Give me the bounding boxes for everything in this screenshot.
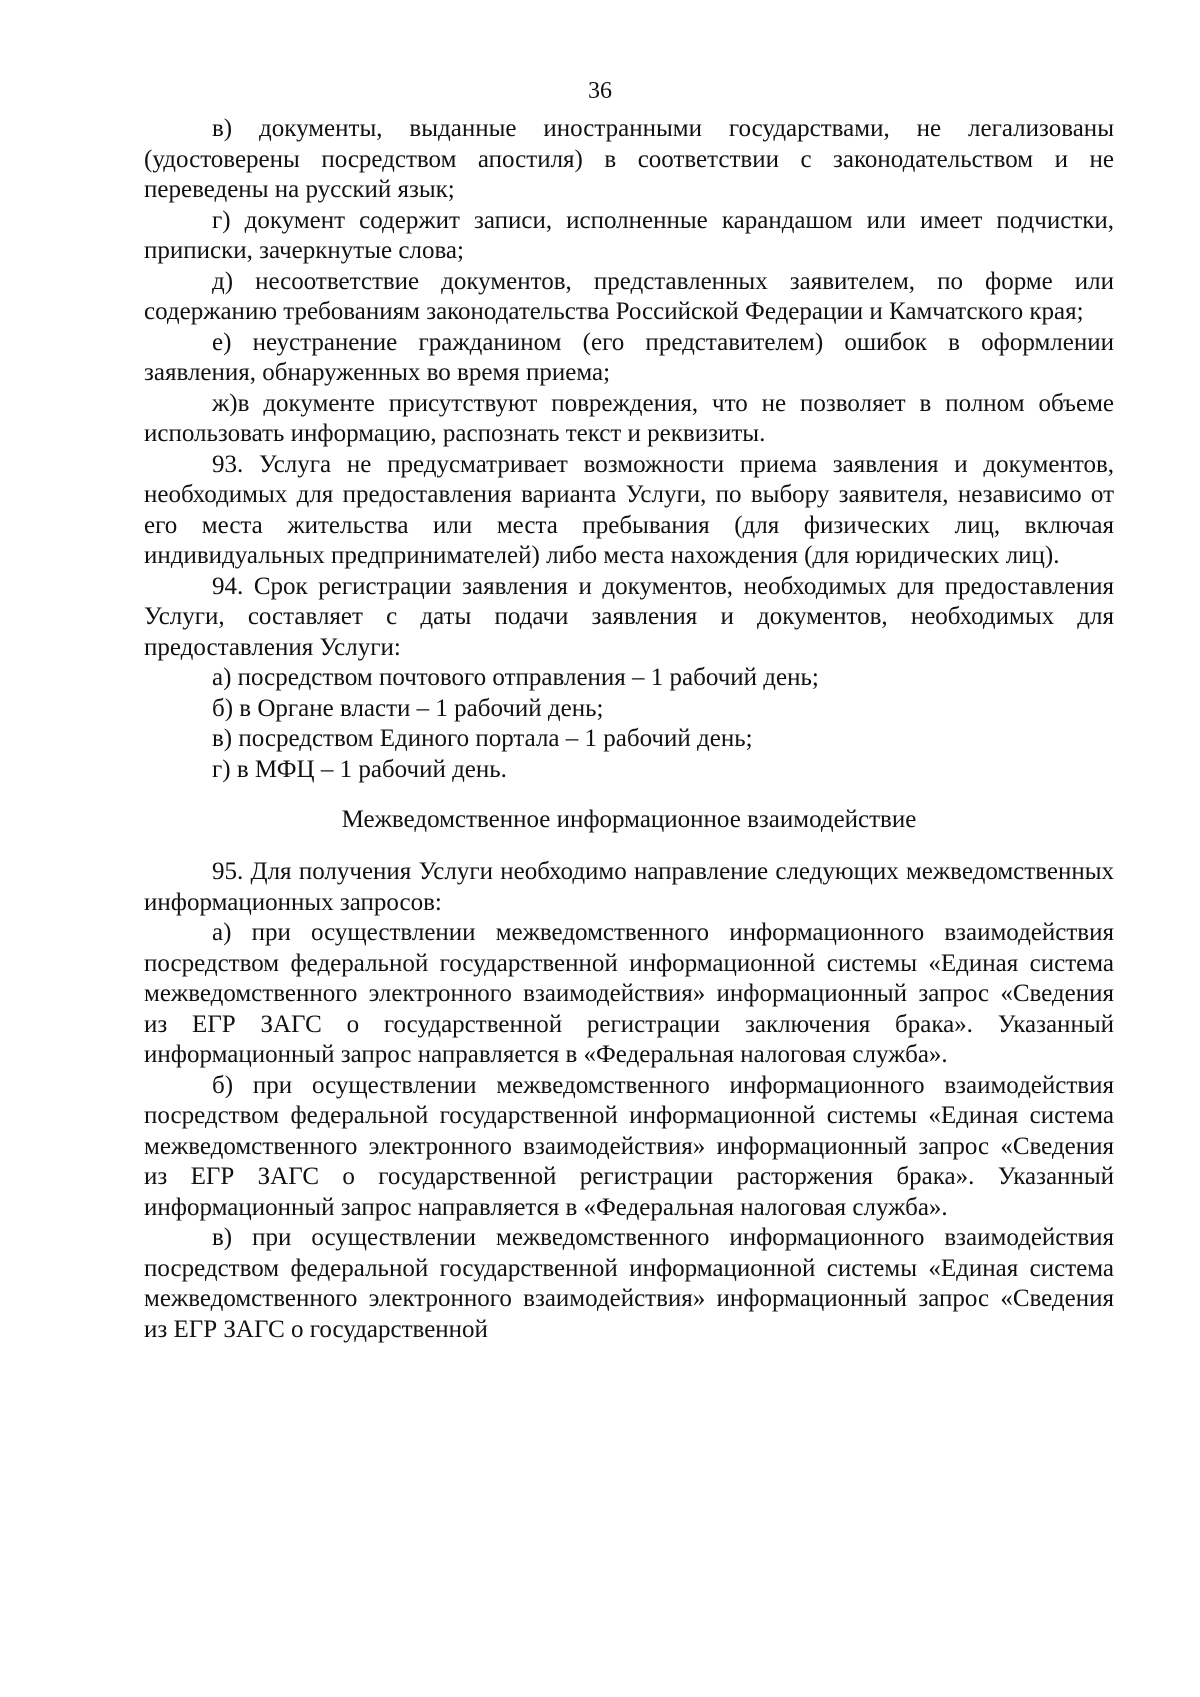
paragraph-item-e-uncorrected-errors: е) неустранение гражданином (его представителем) ошибок в оформлении заявления, обнаруженных во время приема; xyxy=(144,328,1114,386)
paragraph-94-item-a: а) посредством почтового отправления – 1 рабочий день; xyxy=(212,664,819,691)
paragraph-95: 95. Для получения Услуги необходимо направление следующих межведомственных информационных запросов: xyxy=(144,858,1114,916)
document-body xyxy=(144,114,1114,1345)
paragraph-94: 94. Срок регистрации заявления и документов, необходимых для предоставления Услуги, составляет с даты подачи заявления и документов, необходимых для предоставления Услуги: xyxy=(144,572,1114,661)
paragraph-item-zh-damaged-document: ж)в документе присутствуют повреждения, что не позволяет в полном объеме использовать информацию, распознать текст и реквизиты. xyxy=(144,389,1114,447)
paragraph-95-item-b: б) при осуществлении межведомственного информационного взаимодействия посредством федеральной государственной информационной системы «Единая система межведомственного электронного взаимодействия» информационный запрос «Сведения из ЕГР ЗАГС о государственной регистрации расторжения брака». Указанный информационный запрос направляется в «Федеральная налоговая служба». xyxy=(144,1071,1114,1221)
paragraph-item-g-pencil-records: г) документ содержит записи, исполненные карандашом или имеет подчистки, приписки, зачеркнутые слова; xyxy=(144,206,1114,264)
page-number: 36 xyxy=(588,78,612,104)
section-heading: Межведомственное информационное взаимодействие xyxy=(341,806,917,833)
paragraph-94-item-g: г) в МФЦ – 1 рабочий день. xyxy=(212,755,507,783)
paragraph-94-item-b: б) в Органе власти – 1 рабочий день; xyxy=(212,694,604,722)
paragraph-95-item-a: а) при осуществлении межведомственного информационного взаимодействия посредством федеральной государственной информационной системы «Единая система межведомственного электронного взаимодействия» информационный запрос «Сведения из ЕГР ЗАГС о государственной регистрации заключения брака». Указанный информационный запрос направляется в «Федеральная налоговая служба». xyxy=(144,919,1114,1068)
paragraph-item-d-nonconformity: д) несоответствие документов, представленных заявителем, по форме или содержанию требованиям законодательства Российской Федерации и Камчатского края; xyxy=(144,267,1114,325)
paragraph-94-item-v: в) посредством Единого портала – 1 рабочий день; xyxy=(212,725,753,752)
paragraph-item-v-foreign-documents: в) документы, выданные иностранными государствами, не легализованы (удостоверены посредством апостиля) в соответствии с законодательством и не переведены на русский язык; xyxy=(144,115,1114,203)
paragraph-95-item-v: в) при осуществлении межведомственного информационного взаимодействия посредством федеральной государственной информационной системы «Единая система межведомственного электронного взаимодействия» информационный запрос «Сведения из ЕГР ЗАГС о государственной xyxy=(144,1224,1114,1343)
paragraph-93: 93. Услуга не предусматривает возможности приема заявления и документов, необходимых для предоставления варианта Услуги, по выбору заявителя, независимо от его места жительства или места пребывания (для физических лиц, включая индивидуальных предпринимателей) либо места нахождения (для юридических лиц). xyxy=(144,450,1114,569)
